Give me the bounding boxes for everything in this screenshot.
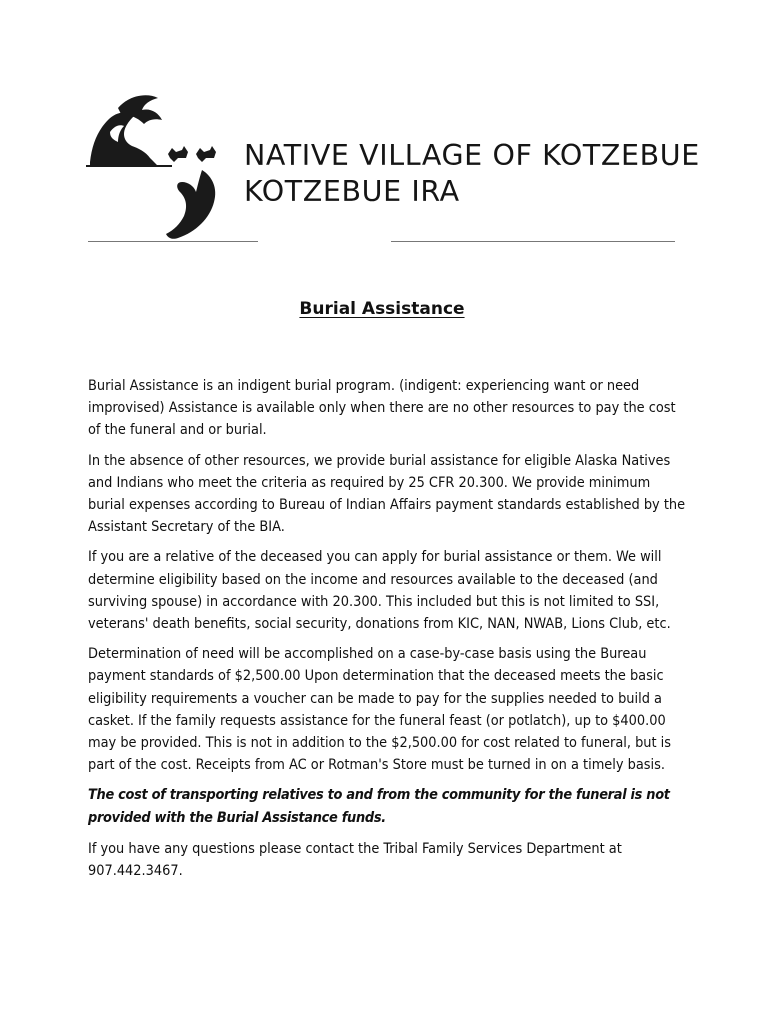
transport-cost-note: The cost of transporting relatives to and from the community for the funeral is not provided with the Burial Assistance funds. bbox=[88, 787, 670, 826]
paragraph-program-description: Burial Assistance is an indigent burial program. (indigent: experiencing want or need improvised) Assistance is available only when there are no other resources to pay the cost of the funeral and or burial. bbox=[88, 378, 676, 439]
paragraph-relative-application: If you are a relative of the deceased you can apply for burial assistance or them. We will determine eligibility based on the income and resources available to the deceased (and surviving spouse) in accordance with 20.300. This included but this is not limited to SSI, veterans' death benefits, social security, donations from KIC, NAN, NWAB, Lions Club, etc. bbox=[88, 549, 671, 633]
header-divider-left bbox=[88, 241, 258, 242]
paragraph-eligibility-criteria: In the absence of other resources, we provide burial assistance for eligible Alaska Natives and Indians who meet the criteria as required by 25 CFR 20.300. We provide minimum burial expenses according to Bureau of Indian Affairs payment standards established by the Assistant Secretary of the BIA. bbox=[88, 452, 686, 536]
native-village-logo-icon bbox=[84, 88, 234, 246]
header-divider-right bbox=[391, 241, 675, 242]
contact-information: If you have any questions please contact the Tribal Family Services Department at 907.442.3467. bbox=[88, 840, 622, 880]
paragraph-determination-of-need: Determination of need will be accomplished on a case-by-case basis using the Bureau payment standards of $2,500.00 Upon determination that the deceased meets the basic eligibility requirements a voucher can be made to pay for the supplies needed to build a casket. If the family requests assistance for the funeral feast (or potlatch), up to $400.00 may be provided. This is not in addition to the $2,500.00 for cost related to funeral, but is part of the cost. Receipts from AC or Rotman's Store must be turned in on a timely basis. bbox=[88, 646, 672, 774]
document-body bbox=[88, 375, 688, 882]
document-title: Burial Assistance bbox=[299, 299, 465, 319]
organization-name: NATIVE VILLAGE OF KOTZEBUE bbox=[244, 139, 700, 172]
organization-subtitle: KOTZEBUE IRA bbox=[244, 175, 460, 208]
